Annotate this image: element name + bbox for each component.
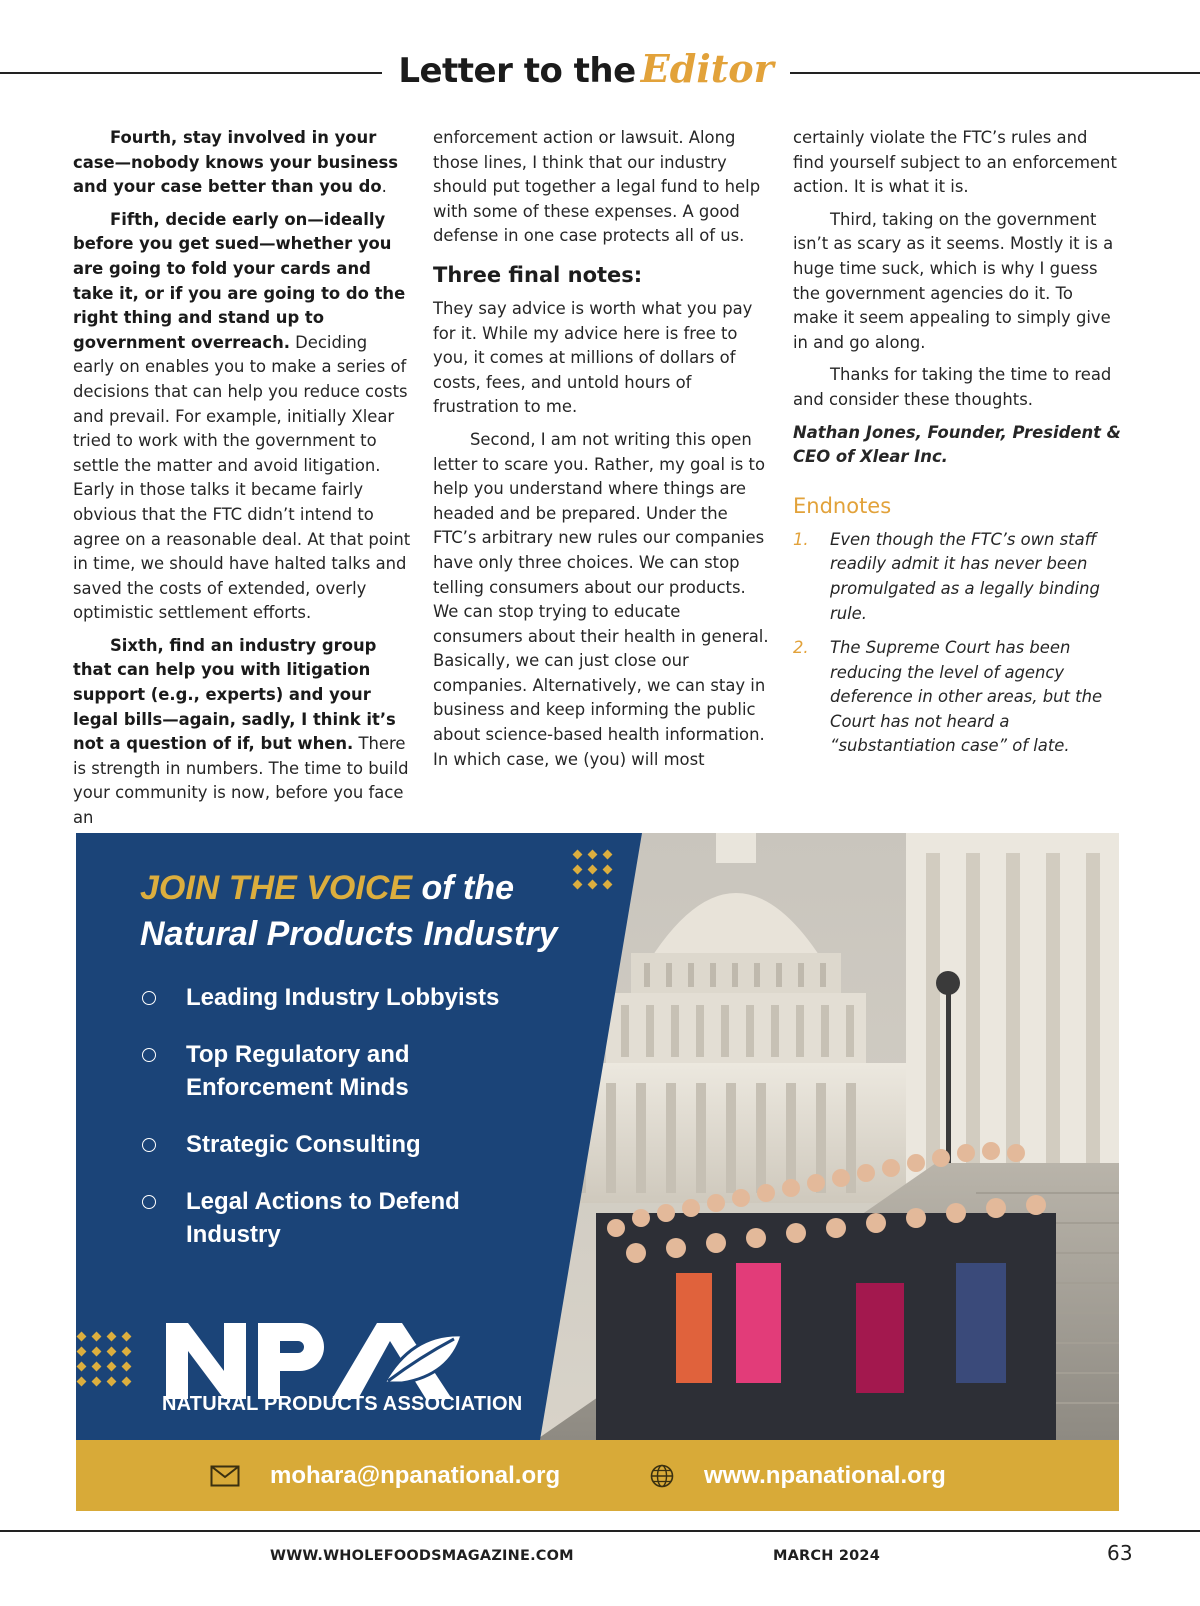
npa-logo-subtitle: NATURAL PRODUCTS ASSOCIATION	[162, 1393, 523, 1415]
article-column-3	[793, 126, 1123, 769]
list-item-line1: Strategic Consulting	[186, 1131, 421, 1158]
paragraph-thanks: Thanks for taking the time to read and consider these thoughts.	[793, 365, 1112, 409]
ad-email-text[interactable]: mohara@npanational.org	[270, 1461, 561, 1489]
mail-icon	[210, 1465, 240, 1487]
endnote-text: The Supreme Court has been reducing the level of agency deference in other areas, but the Court has not heard a “substantiation case” of late.	[830, 638, 1103, 756]
endnote-text: Even though the FTC’s own staff readily admit it has never been promulgated as a legally binding rule.	[830, 529, 1100, 623]
paragraph-violate: certainly violate the FTC’s rules and find yourself subject to an enforcement action. It is what it is.	[793, 128, 1117, 197]
paragraph-advice: They say advice is worth what you pay for it. While my advice here is free to you, it comes at millions of dollars of costs, fees, and untold hours of frustration to me.	[433, 298, 753, 417]
author-signature: Nathan Jones, Founder, President & CEO of Xlear Inc.	[793, 422, 1121, 467]
paragraph-legal-fund: enforcement action or lawsuit. Along those lines, I think that our industry should put together a legal fund to help with some of these expenses. A good defense in one case protects all of us.	[433, 128, 761, 246]
paragraph-sixth-text: There is strength in numbers. The time to build your community is now, before you face an	[73, 734, 409, 828]
ad-headline-gold: JOIN THE VOICE	[140, 869, 413, 907]
paragraph-fourth-tail: .	[381, 177, 387, 197]
ad-headline	[140, 865, 558, 957]
list-item	[140, 1128, 580, 1161]
ad-website[interactable]	[650, 1440, 946, 1511]
footer-website[interactable]: WWW.WHOLEFOODSMAGAZINE.COM	[270, 1548, 574, 1564]
paragraph-fifth	[73, 208, 413, 626]
list-item	[140, 1038, 580, 1104]
ad-headline-line2: Natural Products Industry	[140, 915, 558, 953]
paragraph-fourth-bold: Fourth, stay involved in your case—nobody knows your business and your case better than you do	[73, 128, 398, 197]
list-item-line1: Legal Actions to Defend	[186, 1188, 460, 1215]
circle-bullet-icon	[140, 981, 186, 1014]
paragraph-sixth	[73, 634, 413, 831]
list-item-line2: Enforcement Minds	[186, 1074, 409, 1101]
endnote-item	[793, 636, 1123, 759]
endnote-number: 2.	[793, 638, 809, 658]
page-number: 63	[1107, 1541, 1133, 1565]
header-rule-left	[0, 72, 382, 74]
paragraph-fifth-bold: Fifth, decide early on—ideally before you get sued—whether you are going to fold your cards and take it, or if you are going to do the right thing and stand up to government overreach.	[73, 209, 406, 352]
list-item	[140, 1185, 580, 1251]
circle-bullet-icon	[140, 1038, 186, 1104]
npa-advertisement[interactable]	[76, 833, 1119, 1511]
section-title-plain: Letter to the	[398, 51, 636, 91]
paragraph-fourth	[73, 126, 413, 200]
ad-benefits-list	[140, 981, 580, 1275]
circle-bullet-icon	[140, 1185, 186, 1251]
section-title-accent: Editor	[640, 46, 774, 91]
ad-headline-rest: of the	[412, 869, 515, 907]
header-rule-right	[790, 72, 1200, 74]
ad-email[interactable]	[210, 1440, 560, 1511]
endnote-item	[793, 528, 1123, 626]
paragraph-second: Second, I am not writing this open letter to scare you. Rather, my goal is to help you understand where things are headed and be prepared. Under the FTC’s arbitrary new rules our companies have only three choices. We can stop telling consumers about our products. We can stop trying to educate consumers about their health in general. Basically, we can just close our companies. Alternatively, we can stay in business and keep informing the public about science-based health information. In which case, we (you) will most	[433, 429, 769, 769]
list-item-line1: Top Regulatory and	[186, 1041, 410, 1068]
ad-contact-bar	[76, 1440, 1119, 1511]
decorative-dots-top	[574, 851, 616, 893]
article-column-2	[433, 126, 773, 780]
circle-bullet-icon	[140, 1128, 186, 1161]
decorative-dots-bottom	[76, 1333, 128, 1393]
list-item-line2: Industry	[186, 1221, 281, 1248]
globe-icon	[650, 1464, 674, 1488]
endnotes-heading: Endnotes	[793, 493, 892, 518]
ad-website-text[interactable]: www.npanational.org	[704, 1461, 946, 1489]
list-item-line1: Leading Industry Lobbyists	[186, 984, 500, 1011]
section-title	[382, 46, 790, 91]
paragraph-fifth-text: Deciding early on enables you to make a series of decisions that can help you reduce costs and prevail. For example, initially Xlear tried to work with the government to settle the matter and avoid litigation. Early in those talks it became fairly obvious that the FTC didn’t intend to agree on a reasonable deal. At that point in time, we should have halted talks and saved the costs of extended, overly optimistic settlement efforts.	[73, 332, 411, 623]
paragraph-third: Third, taking on the government isn’t as scary as it seems. Mostly it is a huge time suck, which is why I guess the government agencies do it. To make it seem appealing to simply give in and go along.	[793, 209, 1114, 352]
endnote-number: 1.	[793, 529, 809, 549]
article-column-1	[73, 126, 413, 839]
subheading-final-notes: Three final notes:	[433, 262, 643, 287]
paragraph-sixth-bold: Sixth, find an industry group that can help you with litigation support (e.g., experts) and your legal bills—again, sadly, I think it’s not a question of if, but when.	[73, 635, 396, 754]
list-item	[140, 981, 580, 1014]
footer-rule	[0, 1530, 1200, 1532]
footer-issue-date: MARCH 2024	[773, 1548, 880, 1564]
